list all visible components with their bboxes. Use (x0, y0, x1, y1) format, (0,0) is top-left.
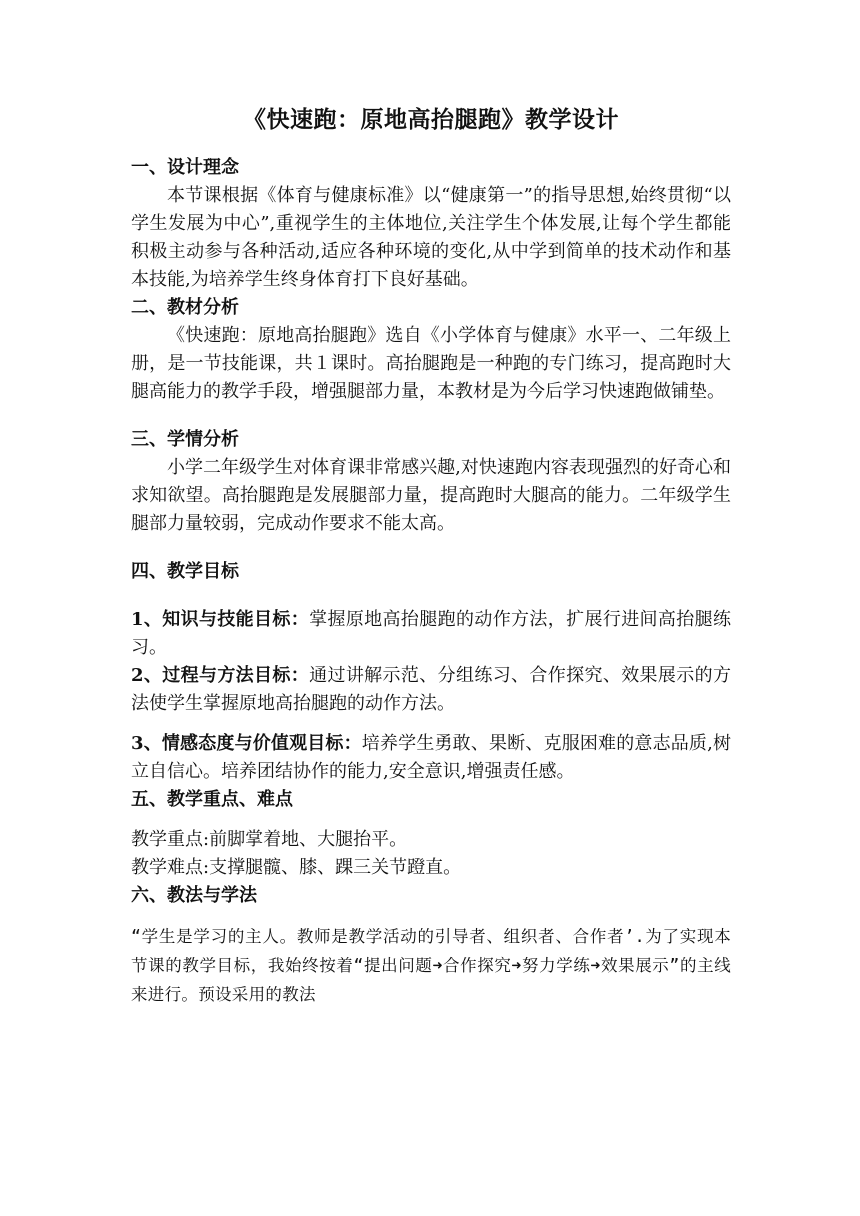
section-body-design-philosophy: 本节课根据《体育与健康标准》以“健康第一”的指导思想,始终贯彻“以学生发展为中心”,重视学生的主体地位,关注学生个体发展,让每个学生都能积极主动参与各种活动,适应各种环境的变化,从中学到简单的技术动作和基本技能,为培养学生终身体育打下良好基础。 (131, 185, 731, 290)
goal-knowledge-skills (131, 606, 731, 662)
section-body-teaching-learning-methods: “学生是学习的主人。教师是教学活动的引导者、组织者、合作者’.为了实现本节课的教学目标，我始终按着“提出问题➜合作探究➜努力学练➜效果展示”的主线来进行。预设采用的教法 (131, 927, 731, 1004)
spacer (131, 406, 731, 426)
section-body-student-analysis: 小学二年级学生对体育课非常感兴趣,对快速跑内容表现强烈的好奇心和求知欲望。高抬腿跑是发展腿部力量，提高跑时大腿高的能力。二年级学生腿部力量较弱，完成动作要求不能太高。 (131, 457, 731, 534)
spacer (131, 586, 731, 606)
section-body-material-analysis: 《快速跑：原地高抬腿跑》选自《小学体育与健康》水平一、二年级上册，是一节技能课，共１课时。高抬腿跑是一种跑的专门练习，提高跑时大腿高能力的教学手段，增强腿部力量，本教材是为今后学习快速跑做铺垫。 (131, 325, 731, 402)
section-heading-material-analysis: 二、教材分析 (131, 297, 239, 318)
goal-label: 2、过程与方法目标： (131, 665, 310, 686)
goal-emotion-values (131, 730, 731, 786)
spacer (131, 814, 731, 826)
difficulty-line: 教学难点:支撑腿髋、膝、踝三关节蹬直。 (131, 857, 462, 878)
spacer (131, 718, 731, 730)
goal-text: 通过讲解示范、分组练习、合作探究、效果展示的方法使学生掌握原地高抬腿跑的动作方法。 (131, 665, 731, 714)
goal-process-methods (131, 662, 731, 718)
goal-label: 3、情感态度与价值观目标： (131, 733, 362, 754)
goal-text: 培养学生勇敢、果断、克服困难的意志品质,树立自信心。培养团结协作的能力,安全意识,增强责任感。 (131, 733, 731, 782)
section-heading-design-philosophy: 一、设计理念 (131, 157, 239, 178)
section-heading-student-analysis: 三、学情分析 (131, 429, 239, 450)
spacer (131, 538, 731, 558)
document-page (131, 104, 731, 1009)
goal-text: 掌握原地高抬腿跑的动作方法，扩展行进间高抬腿练习。 (131, 609, 731, 658)
document-title: 《快速跑：原地高抬腿跑》教学设计 (243, 106, 619, 133)
section-heading-teaching-learning-methods: 六、教法与学法 (131, 885, 257, 906)
goal-label: 1、知识与技能目标： (131, 609, 310, 630)
key-point-line: 教学重点:前脚掌着地、大腿抬平。 (131, 829, 408, 850)
spacer (131, 910, 731, 922)
section-heading-key-difficult-points: 五、教学重点、难点 (131, 789, 293, 810)
section-heading-teaching-goals: 四、教学目标 (131, 561, 239, 582)
